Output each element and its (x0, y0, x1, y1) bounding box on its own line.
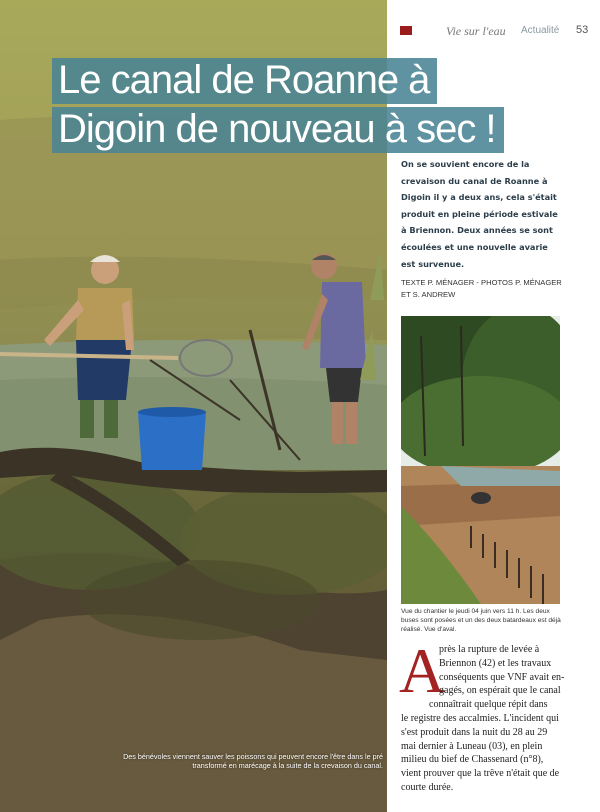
section-title: Vie sur l'eau (446, 24, 506, 38)
body-line: connaîtrait quelque répit dans (429, 699, 548, 711)
article-intro: On se souvient encore de la crevaison du canal de Roanne à Digoin il y a deux ans, cela s'était produit en pleine période estivale à Briennon. Deux années se sont écoulées et une nouvelle avarie est survenue. (401, 159, 558, 269)
title-line-1: Le canal de Roanne à (52, 58, 437, 104)
side-photo-illustration (401, 316, 560, 604)
body-line: près la rupture de levée à (439, 644, 540, 655)
body-line: mai dernier à Luneau (03), en plein (401, 740, 543, 752)
body-line: milieu du bief de Chassenard (n°8), (401, 754, 544, 766)
side-photo-caption: Vue du chantier le jeudi 04 juin vers 11 h. Les deux buses sont posées et un des deux batardeaux est déjà réalisé. Vue d'aval. (401, 608, 561, 633)
body-line: courte durée. (401, 781, 454, 793)
body-line: Briennon (42) et les travaux (439, 657, 552, 669)
body-line: le registre des accalmies. L'incident qui (401, 712, 559, 724)
title-line-2: Digoin de nouveau à sec ! (52, 107, 504, 153)
drop-cap: A (399, 635, 446, 706)
body-line: conséquents que VNF avait en- (439, 671, 565, 683)
article-credits: TEXTE P. MÉNAGER - PHOTOS P. MÉNAGER ET S. ANDREW (401, 278, 562, 299)
body-line: s'est produit dans la nuit du 28 au 29 (401, 726, 548, 738)
page-number: 53 (576, 24, 589, 36)
article-body (399, 635, 565, 795)
article-title (52, 58, 552, 156)
main-photo-caption: Des bénévoles viennent sauver les poissons qui peuvent encore l'être dans le pré transformé en marécage à la suite de la crevaison du canal. (123, 752, 383, 770)
section-marker (400, 26, 412, 35)
body-line: vient prouver que la trêve n'était que de (401, 768, 560, 780)
body-line: gagés, on espérait que le canal (439, 685, 561, 697)
subsection-title: Actualité (521, 25, 560, 36)
side-photo (401, 316, 560, 604)
